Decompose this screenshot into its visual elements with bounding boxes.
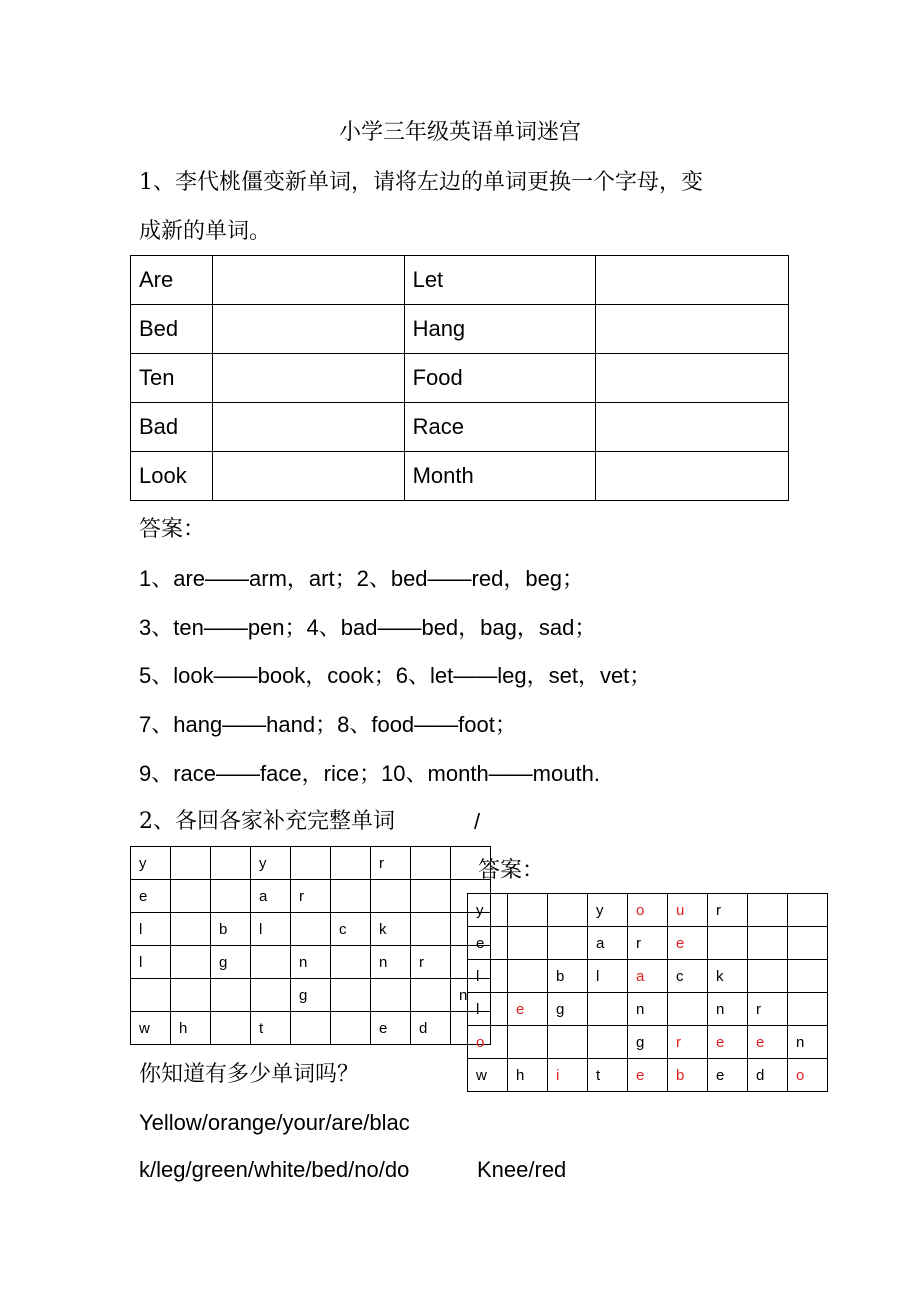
answer-cell: o [788,1059,828,1092]
answer-cell [508,1026,548,1059]
word-right-cell: Month [404,452,596,501]
answer-grid [467,893,828,1092]
answer-cell: d [748,1059,788,1092]
word-row [131,256,789,305]
answer-cell: l [588,960,628,993]
grid-row [468,960,828,993]
puzzle-cell: n [371,946,411,979]
answer-cell: o [468,1026,508,1059]
answer-line-5: 9、race——face，rice；10、month——mouth. [139,761,600,786]
word-left-cell: Bed [131,305,213,354]
grid-row [468,1026,828,1059]
word-right-cell: Let [404,256,596,305]
puzzle-cell: d [411,1012,451,1045]
puzzle-cell: r [291,880,331,913]
answer-cell: e [748,1026,788,1059]
puzzle-cell [251,946,291,979]
puzzle-cell: e [371,1012,411,1045]
answer-cell: o [628,894,668,927]
answer-cell [588,1026,628,1059]
page-title: 小学三年级英语单词迷宫 [338,120,581,145]
word-list-extra: Knee/red [477,1157,567,1182]
puzzle-cell: r [411,946,451,979]
puzzle-cell [331,946,371,979]
answer-cell [748,894,788,927]
puzzle-cell: l [251,913,291,946]
puzzle-cell [211,1012,251,1045]
puzzle-cell: w [131,1012,171,1045]
section1-instruction-line2: 成新的单词。 [139,219,272,244]
word-right-cell: Hang [404,305,596,354]
answer-cell [788,927,828,960]
word-row [131,452,789,501]
grid-row [468,1059,828,1092]
grid-row [468,927,828,960]
puzzle-cell [411,880,451,913]
answer-cell [508,960,548,993]
puzzle-cell [171,979,211,1012]
section1-instruction-line1: 1、李代桃僵变新单词，请将左边的单词更换一个字母，变 [139,170,703,195]
puzzle-cell: l [131,913,171,946]
word-row [131,403,789,452]
puzzle-cell [291,913,331,946]
answer-cell: b [668,1059,708,1092]
answer-cell: e [468,927,508,960]
word-row [131,305,789,354]
puzzle-cell [331,1012,371,1045]
answer-blank-left[interactable] [212,403,404,452]
answer-cell: h [508,1059,548,1092]
answer-cell [748,960,788,993]
puzzle-cell [171,880,211,913]
puzzle-cell [171,913,211,946]
answer-line-2: 3、ten——pen；4、bad——bed，bag，sad； [139,615,597,640]
puzzle-cell: g [291,979,331,1012]
answer-cell: y [588,894,628,927]
answer-cell: u [668,894,708,927]
section2-answer-label: 答案： [478,858,545,883]
grid-row [468,894,828,927]
puzzle-cell: k [371,913,411,946]
puzzle-cell [131,979,171,1012]
puzzle-cell [371,979,411,1012]
puzzle-cell [211,847,251,880]
answer-cell: b [548,960,588,993]
puzzle-cell [411,979,451,1012]
answer-blank-left[interactable] [212,256,404,305]
answer-cell [788,993,828,1026]
answer-blank-right[interactable] [596,305,789,354]
answer-cell: r [748,993,788,1026]
puzzle-cell: g [211,946,251,979]
puzzle-cell: n [291,946,331,979]
word-left-cell: Ten [131,354,213,403]
puzzle-cell [171,847,211,880]
grid-row [131,1012,491,1045]
word-left-cell: Look [131,452,213,501]
puzzle-cell: y [251,847,291,880]
answer-cell: n [628,993,668,1026]
answer-cell: a [588,927,628,960]
puzzle-cell [211,979,251,1012]
answer-cell [548,927,588,960]
answer-cell: n [708,993,748,1026]
answer-line-4: 7、hang——hand；8、food——foot； [139,712,517,737]
puzzle-cell: r [371,847,411,880]
puzzle-cell [251,979,291,1012]
puzzle-grid [130,846,491,1045]
answer-blank-right[interactable] [596,452,789,501]
grid-row [131,913,491,946]
grid-row [468,993,828,1026]
answer-cell: t [588,1059,628,1092]
answer-blank-right[interactable] [596,354,789,403]
answer-cell: e [668,927,708,960]
answer-line-3: 5、look——book，cook；6、let——leg，set，vet； [139,663,652,688]
puzzle-cell: t [251,1012,291,1045]
puzzle-cell: n [451,979,491,1012]
answer-cell: e [708,1026,748,1059]
answer-cell [508,894,548,927]
answer-cell: e [628,1059,668,1092]
puzzle-cell [411,913,451,946]
answer-cell [668,993,708,1026]
answer-cell [548,894,588,927]
section2-slash: / [474,809,481,834]
word-right-cell: Race [404,403,596,452]
puzzle-cell [171,946,211,979]
answer-cell: r [668,1026,708,1059]
word-count-question: 你知道有多少单词吗？ [139,1062,360,1087]
puzzle-cell [331,880,371,913]
answer-cell: g [628,1026,668,1059]
answer-cell: a [628,960,668,993]
section1-answer-label: 答案： [139,517,206,542]
answer-cell: n [788,1026,828,1059]
answer-cell: e [708,1059,748,1092]
answer-cell: l [468,960,508,993]
answer-cell: g [548,993,588,1026]
puzzle-cell [451,847,491,880]
word-change-table [130,255,789,501]
puzzle-cell [211,880,251,913]
answer-blank-right[interactable] [596,256,789,305]
answer-cell [748,927,788,960]
word-left-cell: Are [131,256,213,305]
puzzle-cell: c [331,913,371,946]
section2-heading: 2、各回各家补充完整单词 [139,809,395,834]
answer-cell [788,960,828,993]
word-list-line1: Yellow/orange/your/are/blac [139,1110,410,1135]
answer-cell: l [468,993,508,1026]
puzzle-cell [331,979,371,1012]
grid-row [131,847,491,880]
answer-line-1: 1、are——arm，art；2、bed——red，beg； [139,566,585,591]
puzzle-cell: y [131,847,171,880]
answer-blank-left[interactable] [212,354,404,403]
answer-cell [588,993,628,1026]
answer-cell: i [548,1059,588,1092]
answer-cell: r [628,927,668,960]
answer-cell [548,1026,588,1059]
puzzle-cell: e [131,880,171,913]
puzzle-cell: h [171,1012,211,1045]
grid-row [131,880,491,913]
answer-cell [788,894,828,927]
answer-cell [508,927,548,960]
grid-row [131,979,491,1012]
word-row [131,354,789,403]
grid-row [131,946,491,979]
word-list-line2: k/leg/green/white/bed/no/do [139,1157,410,1182]
answer-cell [708,927,748,960]
puzzle-cell [371,880,411,913]
word-left-cell: Bad [131,403,213,452]
answer-cell: r [708,894,748,927]
puzzle-cell [291,1012,331,1045]
answer-blank-left[interactable] [212,305,404,354]
puzzle-cell: a [251,880,291,913]
puzzle-cell: l [131,946,171,979]
puzzle-cell [291,847,331,880]
answer-cell: e [508,993,548,1026]
answer-cell: k [708,960,748,993]
answer-cell: w [468,1059,508,1092]
puzzle-cell [331,847,371,880]
puzzle-cell: b [211,913,251,946]
puzzle-cell [411,847,451,880]
answer-cell: y [468,894,508,927]
answer-blank-left[interactable] [212,452,404,501]
word-right-cell: Food [404,354,596,403]
answer-blank-right[interactable] [596,403,789,452]
answer-cell: c [668,960,708,993]
